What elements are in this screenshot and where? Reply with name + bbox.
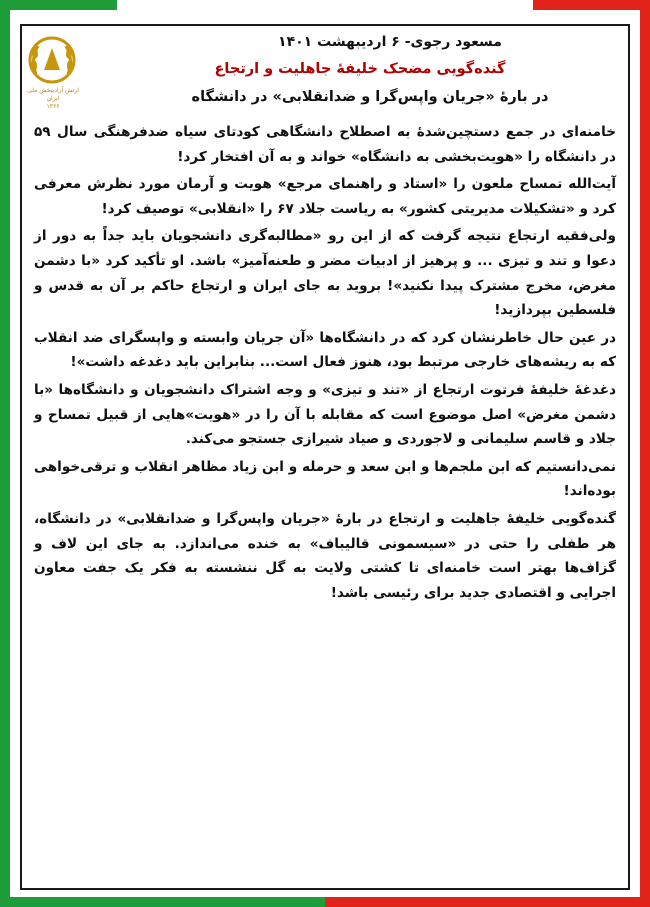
article-body [34, 120, 616, 608]
paragraph-7: گنده‌گویی خلیفهٔ جاهلیت و ارتجاع در بارهٔ «جریان واپس‌گرا و ضدانقلابی» در دانشگاه، هر طفلی را حتی در «سیسمونی قالیباف» به خنده می‌اندازد. به جای این لاف و گزاف‌ها بهتر است خامنه‌ای تا کشتی ولایت به گل ننشسته به فکر یک جفت معاون اجرایی و اقتصادی جدید برای رئیسی باشد! [34, 510, 616, 601]
paragraph-4: در عین حال خاطرنشان کرد که در دانشگاه‌ها «آن جریان وابسته و واپسگرای ضد انقلاب که به ریشه‌های خارجی مرتبط بود، هنوز فعال است... بنابراین باید دغدغه داشت»! [34, 329, 616, 371]
logo-caption [20, 87, 86, 111]
page-subtitle: در بارهٔ «جریان واپس‌گرا و ضدانقلابی» در دانشگاه [191, 89, 549, 105]
paragraph-2: آیت‌الله تمساح ملعون را «استاد و راهنمای مرجع» هویت و آرمان مورد نظرش معرفی کرد و «تشکیلات مدیریتی کشور» به ریاست جلاد ۶۷ را «انقلابی» توصیف کرد! [34, 176, 616, 217]
logo-caption-year: ۱۳۶۶ [46, 103, 60, 110]
paragraph-1: خامنه‌ای در جمع دستچین‌شدهٔ به اصطلاح دانشگاهی کودتای سیاه ضدفرهنگی سال ۵۹ در دانشگاه را «هویت‌بخشی به دانشگاه» خواند و به آن افتخار کرد! [34, 124, 616, 165]
paragraph-3: ولی‌فقیه ارتجاع نتیجه گرفت که از این رو «مطالبه‌گری دانشجویان باید جداً به دور از دعوا و تند و تیزی ... و پرهیز از ادبیات مضر و طعنه‌آمیز» باشد. او تأکید کرد «با دشمن مغرض، مخرج مشترک پیدا نکنید»! بروید به جای ایران و ارتجاع حاکم بر آن به قدس و فلسطین بپردازید! [34, 228, 616, 319]
logo-caption-text: ارتش آزادیبخش ملی ایران [27, 87, 79, 102]
page-title: گنده‌گویی مضحک خلیفهٔ جاهلیت و ارتجاع [214, 61, 506, 77]
paragraph-5: دغدغهٔ خلیفهٔ فرتوت ارتجاع از «تند و تیزی» و وجه اشتراک دانشجویان و دانشگاه‌ها «با دشمن مغرض» اصل موضوع است که مقابله با آن را در «هویت»هایی از قبیل تمساح و جلاد و قاسم سلیمانی و لاجوردی و صیاد شیرازی جستجو می‌کند. [34, 381, 616, 448]
laurel-wreath-icon [22, 30, 82, 90]
byline: مسعود رجوی- ۶ اردیبهشت ۱۴۰۱ [278, 34, 502, 50]
paragraph-6: نمی‌دانستیم که ابن ملجم‌ها و ابن سعد و حرمله و ابن زیاد مظاهر انقلاب و ترقی‌خواهی بوده‌اند! [34, 458, 616, 500]
